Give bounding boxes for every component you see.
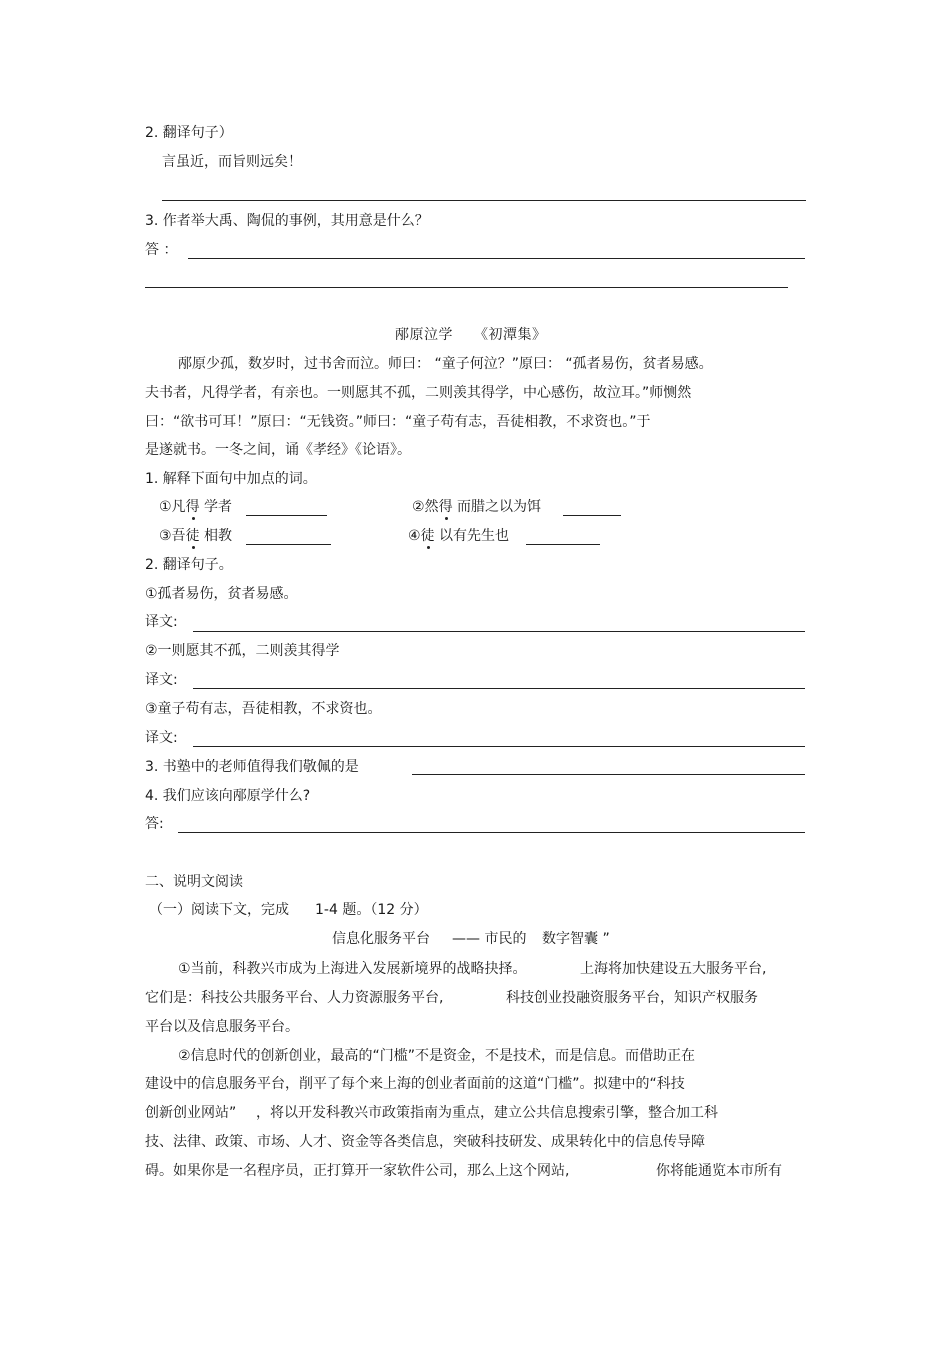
answer-line[interactable] [246,544,331,545]
answer-line[interactable] [178,832,805,833]
word-item [159,498,232,516]
answer-prefix: 答: [145,816,164,832]
answer-line[interactable] [193,631,805,632]
answer-line[interactable] [526,544,600,545]
passage-source: 《初潭集》 [474,327,547,343]
paragraph-line: ②信息时代的创新创业，最高的“门槛”不是资金，不是技术，而是信息。而借助正在 [178,1048,696,1064]
word-item-prefix: ①凡 [159,499,186,515]
answer-line[interactable] [162,200,806,201]
paragraph-line: 碍。如果你是一名程序员，正打算开一家软件公司，那么上这个网站, [145,1163,570,1179]
paragraph-line-tail: 你将能通览本市所有 [656,1163,782,1179]
word-item-context: 相教 [199,528,233,544]
question-1-label: 1. 解释下面句中加点的词。 [145,471,317,487]
translation-prefix: 译文: [145,730,178,746]
paragraph-line-tail: 科技创业投融资服务平台，知识产权服务 [506,990,758,1006]
sentence-2: ②一则愿其不孤，二则羡其得学 [145,643,340,659]
answer-line[interactable] [412,774,805,775]
word-item-context: 学者 [199,499,233,515]
paragraph-line: 技、法律、政策、市场、人才、资金等各类信息，突破科技研发、成果转化中的信息传导障 [145,1134,705,1150]
word-item-prefix: ④ [408,528,421,544]
sentence-3: ③童子苟有志，吾徒相教，不求资也。 [145,701,382,717]
paragraph-line: 平台以及信息服务平台。 [145,1019,299,1035]
question-2-label: 2. 翻译句子） [145,125,233,141]
instruction-part-b: 1-4 题。（12 分） [315,902,428,918]
paragraph-line: 它们是：科技公共服务平台、人力资源服务平台, [145,990,444,1006]
dotted-word: 徒 [185,528,200,544]
word-item [412,498,541,516]
paragraph-line: 创新创业网站” [145,1105,237,1121]
article-title: 信息化服务平台 [332,931,430,947]
sentence-1: ①孤者易伤，贫者易感。 [145,586,298,602]
answer-line[interactable] [193,746,805,747]
dotted-word: 得 [185,499,200,515]
answer-line[interactable] [563,515,621,516]
dotted-word: 徒 [420,528,435,544]
article-title-dash: —— 市民的 [452,931,527,947]
article-title-tail: 数字智囊 ” [542,931,610,947]
instruction-part-a: （一）阅读下文，完成 [149,902,289,918]
answer-line[interactable] [193,688,805,689]
dotted-word: 得 [438,499,453,515]
section-heading: 二、说明文阅读 [145,874,243,890]
question-2-sentence: 言虽近，而旨则远矣！ [162,154,302,170]
question-4-label: 4. 我们应该向邴原学什么? [145,788,311,804]
paragraph-line-tail: 上海将加快建设五大服务平台, [580,961,767,977]
translation-prefix: 译文: [145,614,178,630]
answer-line[interactable] [188,258,805,259]
paragraph-line: ①当前，科教兴市成为上海进入发展新境界的战略抉择。 [178,961,527,977]
passage-line: 曰：“欲书可耳！”原曰：“无钱资。”师曰：“童子苟有志，吾徒相教，不求资也。”于 [145,414,651,430]
word-item-prefix: ②然 [412,499,439,515]
passage-line: 邴原少孤，数岁时，过书舍而泣。师曰： “童子何泣？”原曰： “孤者易伤，贫者易感。 [178,356,713,372]
paragraph-line: 建设中的信息服务平台，削平了每个来上海的创业者面前的这道“门槛”。拟建中的“科技 [145,1076,685,1092]
answer-line[interactable] [145,287,788,288]
answer-line[interactable] [246,515,327,516]
word-item-context: 而腊之以为饵 [452,499,542,515]
word-item [159,527,232,545]
question-3-label: 3. 作者举大禹、陶侃的事例，其用意是什么？ [145,213,429,229]
question-3-label: 3. 书塾中的老师值得我们敬佩的是 [145,759,359,775]
passage-line: 是遂就书。一冬之间，诵《孝经》《论语》。 [145,442,411,458]
passage-title: 邴原泣学 [395,327,453,343]
question-2-label: 2. 翻译句子。 [145,557,233,573]
word-item-prefix: ③吾 [159,528,186,544]
answer-prefix: 答 ： [145,242,178,258]
paragraph-line-tail: ，将以开发科教兴市政策指南为重点，建立公共信息搜索引擎，整合加工科 [256,1105,718,1121]
passage-line: 夫书者，凡得学者，有亲也。一则愿其不孤，二则羡其得学，中心感伤，故泣耳。”师恻然 [145,385,692,401]
word-item-context: 以有先生也 [434,528,510,544]
word-item [408,527,509,545]
translation-prefix: 译文: [145,672,178,688]
